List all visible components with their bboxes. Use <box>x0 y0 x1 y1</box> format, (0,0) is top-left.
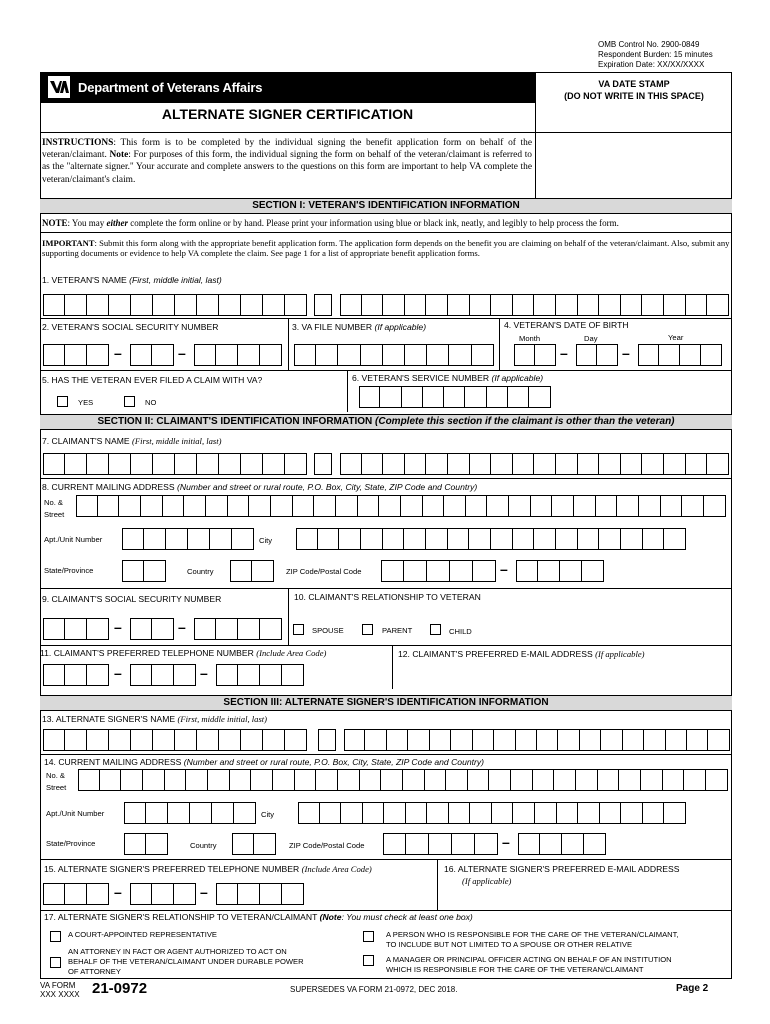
q17-note: : You must check at least one box) <box>341 912 473 922</box>
claimant-phone-prefix[interactable] <box>130 664 196 686</box>
section-1-note <box>42 218 732 229</box>
no-street-label-1: No. & <box>46 771 65 780</box>
section-1-header: SECTION I: VETERAN'S IDENTIFICATION INFORMATION <box>40 198 732 214</box>
q16-label: 16. ALTERNATE SIGNER'S PREFERRED E-MAIL ADDRESS <box>444 864 680 874</box>
section-2-hint: (Complete this section if the claimant is other than the veteran) <box>375 416 675 427</box>
claimant-apt-boxes[interactable] <box>122 528 254 550</box>
q9-label: 9. CLAIMANT'S SOCIAL SECURITY NUMBER <box>42 594 222 604</box>
divider <box>392 645 393 689</box>
claimant-country-boxes[interactable] <box>230 560 274 582</box>
q15-text: 15. ALTERNATE SIGNER'S PREFERRED TELEPHONE NUMBER <box>44 864 300 874</box>
q16-hint: (If applicable) <box>462 876 512 886</box>
dash: – <box>114 884 122 900</box>
xxx-label: XXX XXXX <box>40 990 80 999</box>
signer-middle-initial-box[interactable] <box>318 729 336 751</box>
veteran-first-name-boxes[interactable] <box>43 294 307 316</box>
signer-country-boxes[interactable] <box>232 833 276 855</box>
divider <box>40 102 535 103</box>
claimant-city-boxes[interactable] <box>296 528 686 550</box>
signer-zip-ext-boxes[interactable] <box>518 833 606 855</box>
important-text: : Submit this form along with the appropriate benefit application form. The application form depends on the benefit you are claiming on behalf of the veteran/claimant. Also, submit any supporting documents or evidence to help VA complete the claim. See page 1 for a list of appropriate benefit application forms. <box>42 238 730 258</box>
q5-label: 5. HAS THE VETERAN EVER FILED A CLAIM WITH VA? <box>42 375 263 385</box>
claimant-street-boxes[interactable] <box>76 495 726 517</box>
q14-text: 14. CURRENT MAILING ADDRESS <box>44 757 182 767</box>
veteran-ssn-part2[interactable] <box>130 344 174 366</box>
attorney-label-1: AN ATTORNEY IN FACT OR AGENT AUTHORIZED TO ACT ON <box>68 947 287 956</box>
q4-label: 4. VETERAN'S DATE OF BIRTH <box>504 320 629 330</box>
signer-state-boxes[interactable] <box>124 833 168 855</box>
divider <box>40 645 732 646</box>
q14-label <box>44 757 484 767</box>
section-1-important <box>42 238 730 258</box>
claimant-zip-ext-boxes[interactable] <box>516 560 604 582</box>
q15-label <box>44 864 372 874</box>
note-text-2: complete the form online or by hand. Please print your information using blue or black ink, neatly, and legibly to help process the form. <box>128 218 619 228</box>
signer-street-boxes[interactable] <box>78 769 728 791</box>
dash: – <box>114 345 122 361</box>
claimant-phone-line[interactable] <box>216 664 304 686</box>
q15-hint: (Include Area Code) <box>301 864 372 874</box>
section-3-header: SECTION III: ALTERNATE SIGNER'S IDENTIFICATION INFORMATION <box>40 695 732 711</box>
no-street-label-2: Street <box>46 783 67 792</box>
instructions-lead: INSTRUCTIONS <box>42 138 114 148</box>
q2-label: 2. VETERAN'S SOCIAL SECURITY NUMBER <box>42 322 219 332</box>
va-seal-icon <box>48 76 70 98</box>
institution-label-2: WHICH IS RESPONSIBLE FOR THE CARE OF THE VETERAN/CLAIMANT <box>386 965 644 974</box>
child-checkbox[interactable] <box>430 624 441 635</box>
caregiver-checkbox[interactable] <box>363 931 374 942</box>
divider <box>288 318 289 370</box>
divider <box>40 588 732 589</box>
signer-phone-line[interactable] <box>216 883 304 905</box>
dash: – <box>114 619 122 635</box>
filed-claim-yes-checkbox[interactable] <box>57 396 68 407</box>
q7-hint: (First, middle initial, last) <box>132 436 222 446</box>
city-label: City <box>261 810 275 819</box>
divider <box>40 232 732 233</box>
caregiver-label-2: TO INCLUDE BUT NOT LIMITED TO A SPOUSE OR OTHER RELATIVE <box>386 940 633 949</box>
claimant-ssn-part3[interactable] <box>194 618 282 640</box>
section-2-title: SECTION II: CLAIMANT'S IDENTIFICATION INFORMATION <box>97 416 373 427</box>
divider <box>40 754 732 755</box>
signer-apt-boxes[interactable] <box>124 802 256 824</box>
claimant-ssn-part1[interactable] <box>43 618 109 640</box>
note-either: either <box>106 218 129 228</box>
va-date-stamp-area <box>535 72 732 132</box>
veteran-ssn-part1[interactable] <box>43 344 109 366</box>
important-lead: IMPORTANT <box>42 238 95 248</box>
divider <box>499 318 500 370</box>
claimant-zip-boxes[interactable] <box>381 560 496 582</box>
signer-first-name-boxes[interactable] <box>43 729 307 751</box>
q3-text: 3. VA FILE NUMBER <box>292 322 373 332</box>
state-label: State/Province <box>44 566 94 575</box>
q13-hint: (First, middle initial, last) <box>177 714 268 724</box>
q11-hint: (Include Area Code) <box>256 648 327 658</box>
q8-label <box>42 482 477 492</box>
yes-label: YES <box>78 398 94 407</box>
q6-hint: (If applicable) <box>491 373 544 383</box>
apt-label: Apt./Unit Number <box>44 535 103 544</box>
q12-label <box>398 649 645 659</box>
divider <box>535 132 732 133</box>
caregiver-label-1: A PERSON WHO IS RESPONSIBLE FOR THE CARE OF THE VETERAN/CLAIMANT, <box>386 930 679 939</box>
va-form-label: VA FORM <box>40 981 76 990</box>
q17-text: 17. ALTERNATE SIGNER'S RELATIONSHIP TO VETERAN/CLAIMANT <box>44 912 318 922</box>
filed-claim-no-checkbox[interactable] <box>124 396 135 407</box>
claimant-first-name-boxes[interactable] <box>43 453 307 475</box>
no-street-label-1: No. & <box>44 498 63 507</box>
institution-label-1: A MANAGER OR PRINCIPAL OFFICER ACTING ON BEHALF OF AN INSTITUTION <box>386 955 672 964</box>
dash: – <box>500 561 508 577</box>
attorney-label-3: OF ATTORNEY <box>68 967 121 976</box>
divider <box>40 910 732 911</box>
court-appointed-checkbox[interactable] <box>50 931 61 942</box>
q13-text: 13. ALTERNATE SIGNER'S NAME <box>42 714 176 724</box>
footer-form-label <box>40 981 80 999</box>
no-label: NO <box>145 398 157 407</box>
attorney-checkbox[interactable] <box>50 957 61 968</box>
zip-label: ZIP Code/Postal Code <box>286 567 362 576</box>
attorney-label-2: BEHALF OF THE VETERAN/CLAIMANT UNDER DURABLE POWER <box>68 957 304 966</box>
divider <box>347 370 348 412</box>
omb-expiration: Expiration Date: XX/XX/XXXX <box>598 60 705 69</box>
zip-label: ZIP Code/Postal Code <box>289 841 365 850</box>
instructions-note-lead: Note <box>109 150 129 161</box>
country-label: Country <box>190 841 217 850</box>
dash: – <box>200 665 208 681</box>
dash: – <box>502 834 510 850</box>
instructions-note-text: : For purposes of this form, the individual signing the form on behalf of the veteran/claimant is referred to as the "alternate signer." Your accurate and complete answers to the questions on this form are important to help VA complete the veteran/claimant's claim. <box>42 150 532 185</box>
q8-text: 8. CURRENT MAILING ADDRESS <box>42 482 175 492</box>
spouse-checkbox[interactable] <box>293 624 304 635</box>
signer-phone-area[interactable] <box>43 883 109 905</box>
child-label: CHILD <box>449 627 472 636</box>
q12-text: 12. CLAIMANT'S PREFERRED E-MAIL ADDRESS <box>398 649 593 659</box>
dash: – <box>178 345 186 361</box>
year-label: Year <box>668 333 684 342</box>
signer-last-name-boxes[interactable] <box>344 729 730 751</box>
apt-label: Apt./Unit Number <box>46 809 105 818</box>
divider <box>535 132 536 198</box>
omb-info <box>598 40 713 70</box>
q17-label <box>44 912 473 922</box>
q11-label <box>40 648 326 658</box>
q6-label <box>352 373 543 383</box>
dob-year-boxes[interactable] <box>638 344 722 366</box>
form-number: 21-0972 <box>92 980 148 997</box>
claimant-phone-area[interactable] <box>43 664 109 686</box>
no-street-label-2: Street <box>44 510 65 519</box>
q7-label <box>42 436 222 446</box>
note-text: : You may <box>67 218 107 228</box>
country-label: Country <box>187 567 214 576</box>
form-title: ALTERNATE SIGNER CERTIFICATION <box>161 106 414 122</box>
stamp-label: VA DATE STAMP <box>598 79 670 89</box>
divider <box>40 478 732 479</box>
dash: – <box>622 345 630 361</box>
q7-text: 7. CLAIMANT'S NAME <box>42 436 130 446</box>
divider <box>40 318 732 319</box>
state-label: State/Province <box>46 839 96 848</box>
claimant-ssn-part2[interactable] <box>130 618 174 640</box>
note-lead: NOTE <box>42 218 68 228</box>
q10-label: 10. CLAIMANT'S RELATIONSHIP TO VETERAN <box>294 592 481 602</box>
divider <box>437 859 438 911</box>
instructions-text: : This form is to be completed by the individual signing the benefit application form on behalf of the veteran/claimant. <box>42 138 532 161</box>
q3-hint: (If applicable) <box>374 322 427 332</box>
department-name: Department of Veterans Affairs <box>78 80 263 95</box>
divider <box>288 588 289 646</box>
instructions <box>42 137 532 186</box>
va-file-number-boxes[interactable] <box>294 344 494 366</box>
omb-burden: Respondent Burden: 15 minutes <box>598 50 713 59</box>
claimant-middle-initial-box[interactable] <box>314 453 332 475</box>
q1-label <box>42 275 222 285</box>
q13-label <box>42 714 267 724</box>
stamp-note: (DO NOT WRITE IN THIS SPACE) <box>564 91 704 101</box>
claimant-state-boxes[interactable] <box>122 560 166 582</box>
parent-label: PARENT <box>382 626 413 635</box>
q6-text: 6. VETERAN'S SERVICE NUMBER <box>352 373 490 383</box>
q1-text: 1. VETERAN'S NAME <box>42 275 127 285</box>
divider <box>40 370 732 371</box>
q3-label <box>292 322 426 332</box>
signer-city-boxes[interactable] <box>298 802 686 824</box>
spouse-label: SPOUSE <box>312 626 344 635</box>
month-label: Month <box>519 334 541 343</box>
divider <box>40 859 732 860</box>
q11-text: 11. CLAIMANT'S PREFERRED TELEPHONE NUMBER <box>40 648 254 658</box>
q8-hint: (Number and street or rural route, P.O. Box, City, State, ZIP Code and Country) <box>177 482 478 492</box>
divider <box>40 132 535 133</box>
city-label: City <box>259 536 273 545</box>
day-label: Day <box>584 334 598 343</box>
service-number-boxes[interactable] <box>359 386 551 408</box>
supersedes-note: SUPERSEDES VA FORM 21-0972, DEC 2018. <box>290 985 458 994</box>
veteran-ssn-part3[interactable] <box>194 344 282 366</box>
dob-month-boxes[interactable] <box>514 344 556 366</box>
signer-phone-prefix[interactable] <box>130 883 196 905</box>
court-appointed-label: A COURT-APPOINTED REPRESENTATIVE <box>68 930 217 939</box>
claimant-last-name-boxes[interactable] <box>340 453 730 475</box>
q12-hint: (If applicable) <box>595 649 645 659</box>
signer-zip-boxes[interactable] <box>383 833 498 855</box>
q14-hint: (Number and street or rural route, P.O. Box, City, State, ZIP Code and Country) <box>183 757 485 767</box>
omb-control: OMB Control No. 2900-0849 <box>598 40 700 49</box>
dash: – <box>560 345 568 361</box>
q17-note-lead: (Note <box>319 912 342 922</box>
veteran-last-name-boxes[interactable] <box>340 294 730 316</box>
dob-day-boxes[interactable] <box>576 344 618 366</box>
dash: – <box>178 619 186 635</box>
dash: – <box>114 665 122 681</box>
header-bar <box>40 72 535 102</box>
institution-checkbox[interactable] <box>363 955 374 966</box>
dash: – <box>200 884 208 900</box>
page-number: Page 2 <box>676 983 709 994</box>
section-2-header <box>40 414 732 430</box>
veteran-middle-initial-box[interactable] <box>314 294 332 316</box>
q1-hint: (First, middle initial, last) <box>129 275 222 285</box>
parent-checkbox[interactable] <box>362 624 373 635</box>
